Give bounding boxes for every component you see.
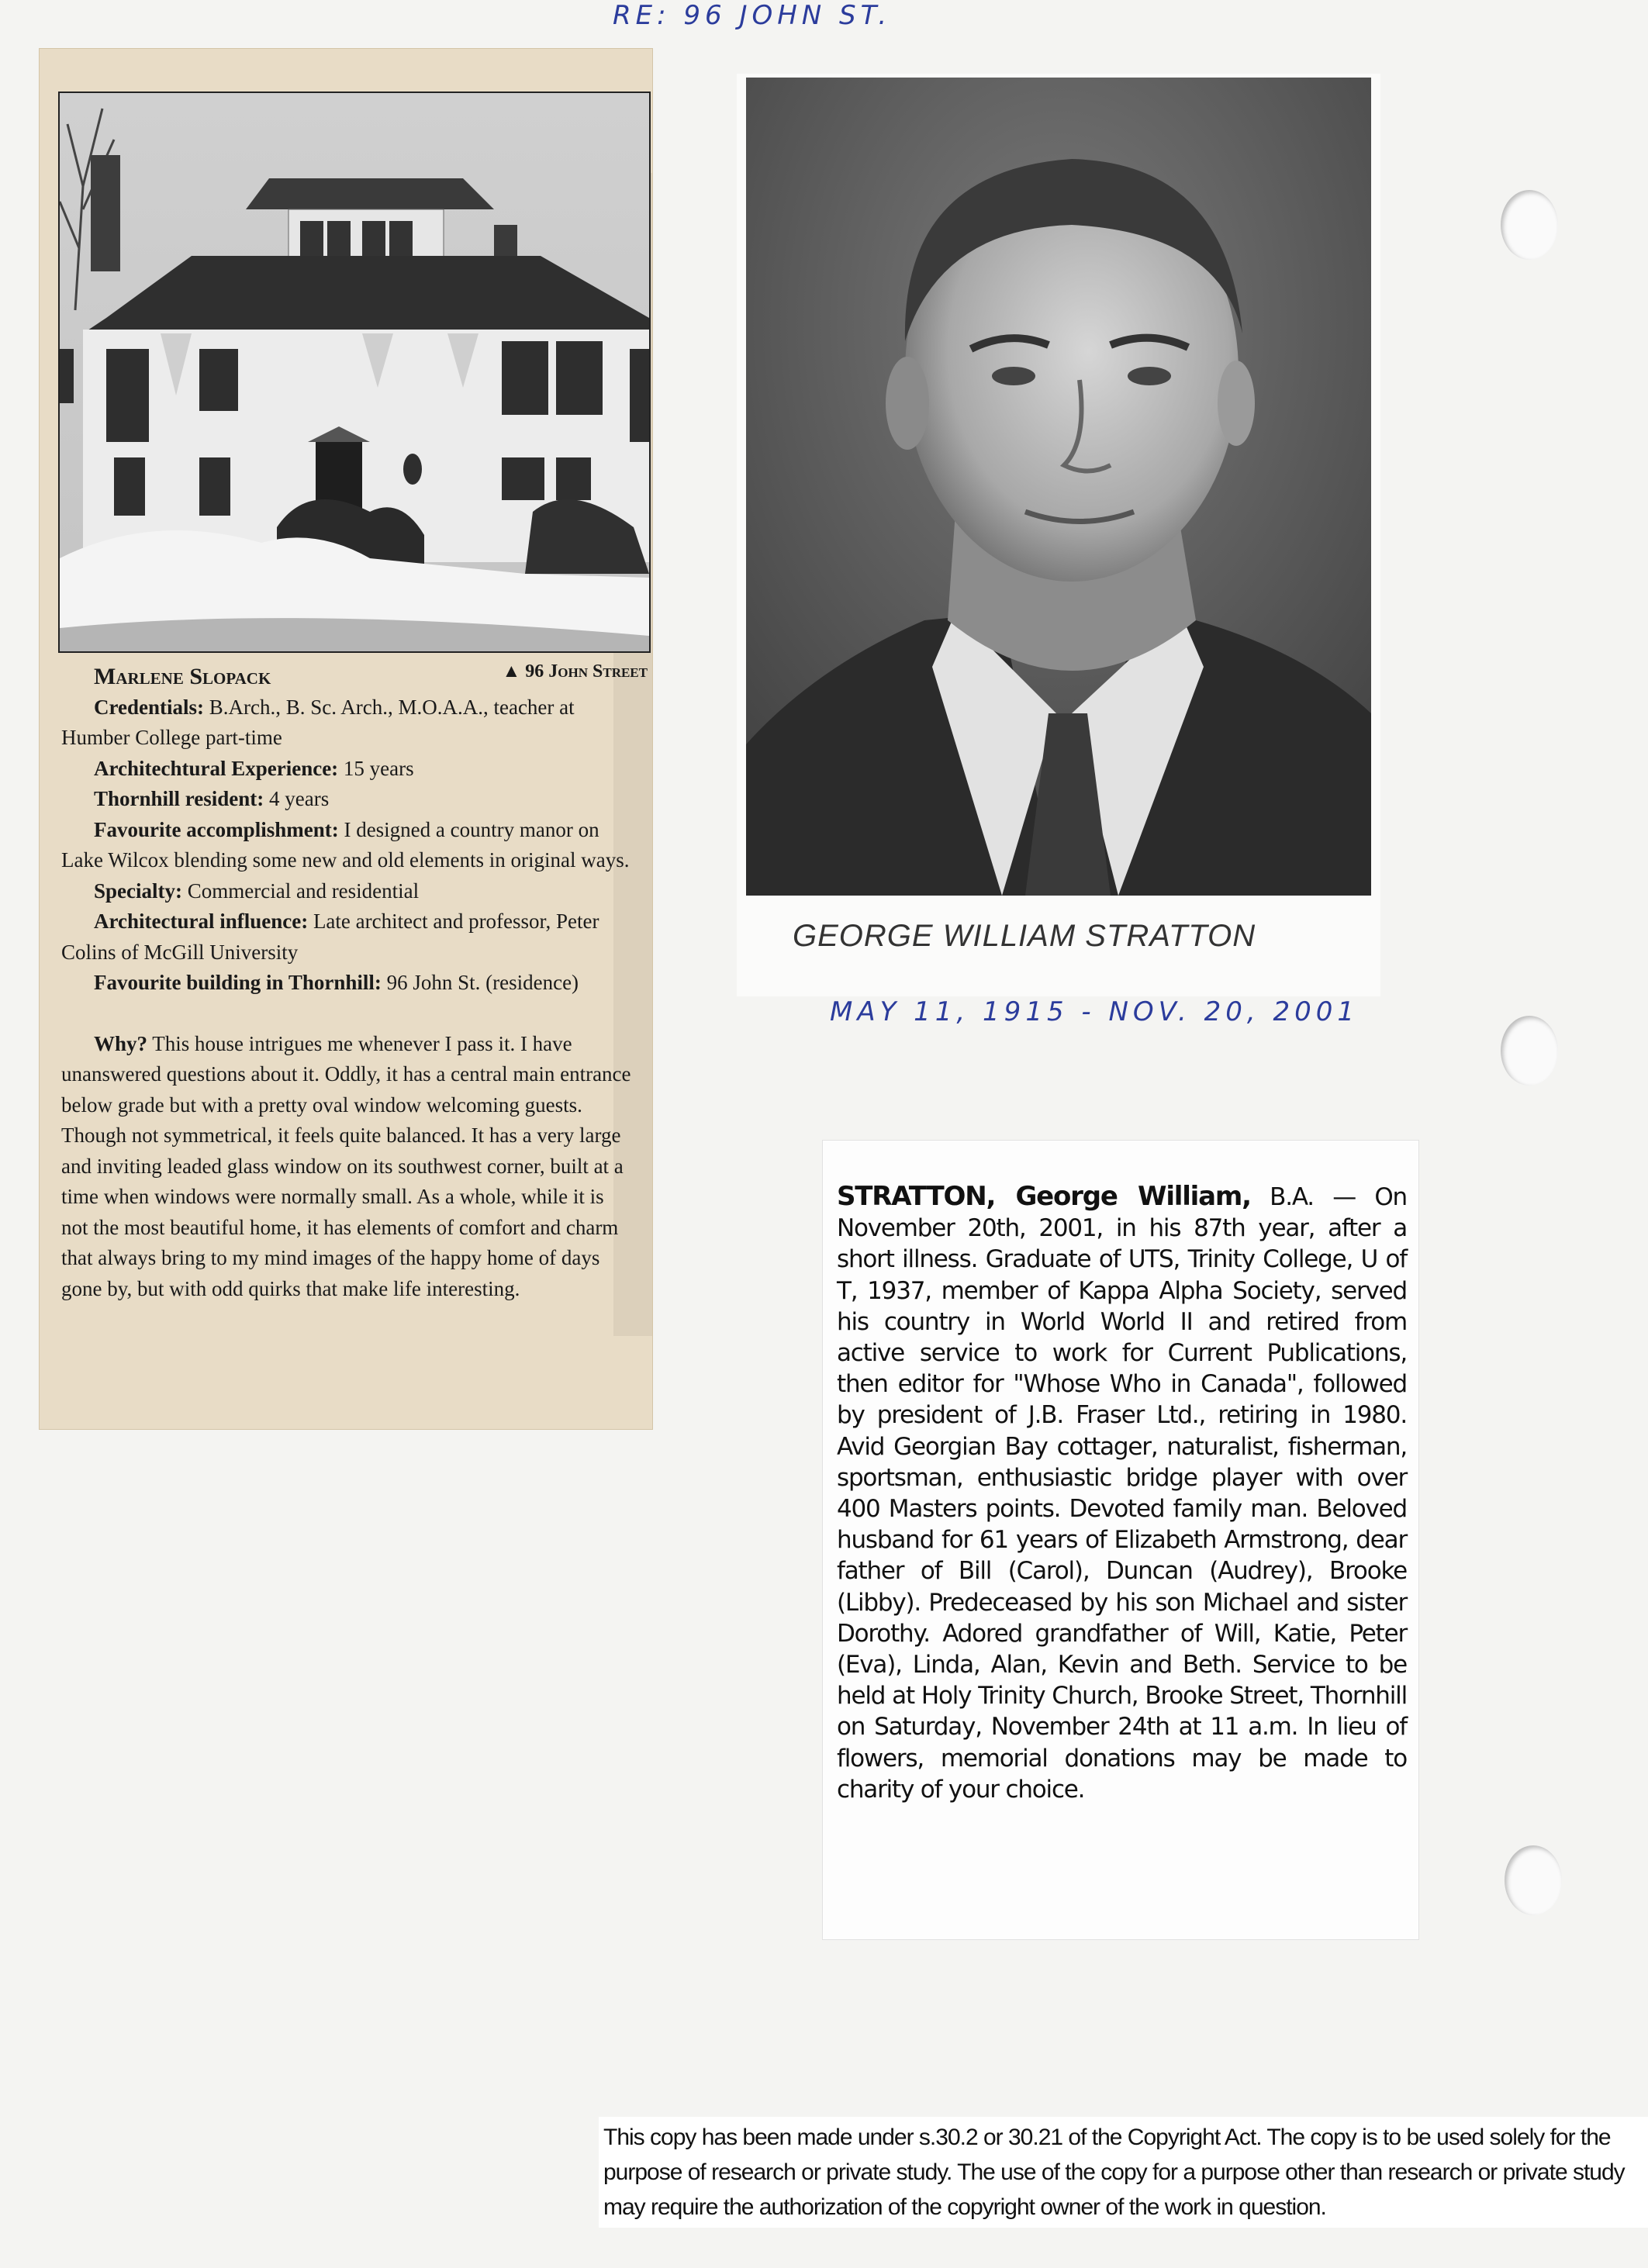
obituary-name: STRATTON, George William, — [837, 1181, 1251, 1212]
article-body — [61, 661, 631, 1304]
copyright-notice: This copy has been made under s.30.2 or 30.21 of the Copyright Act. The copy is to be used solely for the purpose of research or private study. The use of the copy for a purpose other than research or private study may require the authorization of the copyright owner of the work in question. — [599, 2117, 1648, 2228]
field-value: 15 years — [338, 756, 414, 780]
spacer — [61, 999, 631, 1029]
influence-field — [61, 906, 631, 968]
field-value: B.Arch., B. Sc. Arch., M.O.A.A., teacher at Humber College part-time — [61, 695, 575, 749]
punch-hole — [1505, 1845, 1562, 1915]
field-label: Credentials: — [94, 695, 204, 719]
field-value: 4 years — [264, 787, 330, 810]
obituary-text — [837, 1181, 1407, 1805]
field-value: Late architect and professor, Peter Colins of McGill University — [61, 910, 599, 964]
dates-annotation: MAY 11, 1915 - NOV. 20, 2001 — [830, 996, 1360, 1027]
obituary-body: B.A. — On November 20th, 2001, in his 87th year, after a short illness. Graduate of UTS, Trinity College, U of T, 1937, member of Kappa Alpha Society, served his country in World World II and retired from active service to work for Current Publications, then editor for "Whose Who in Canada", followed by president of J.B. Fraser Ltd., retiring in 1980. Avid Georgian Bay cottager, naturalist, fisherman, sportsman, enthusiastic bridge player with over 400 Masters points. Devoted family man. Beloved husband for 61 years of Elizabeth Armstrong, dear father of Bill (Carol), Duncan (Audrey), Brooke (Libby). Predeceased by his son Michael and sister Dorothy. Adored grandfather of Will, Katie, Peter (Eva), Linda, Alan, Kevin and Beth. Service to be held at Holy Trinity Church, Brooke Street, Thornhill on Saturday, November 24th at 11 a.m. In lieu of flowers, memorial donations may be made to charity of your choice. — [837, 1183, 1407, 1804]
portrait-photo — [746, 78, 1371, 896]
punch-hole — [1501, 1016, 1558, 1086]
field-label: Specialty: — [94, 879, 182, 903]
resident-field — [61, 784, 631, 815]
specialty-field — [61, 876, 631, 907]
why-paragraph — [61, 1029, 631, 1305]
portrait-card — [737, 74, 1380, 996]
re-annotation: RE: 96 JOHN ST. — [613, 0, 892, 31]
field-value: I designed a country manor on Lake Wilcox blending some new and old elements in original ways. — [61, 817, 630, 872]
field-label: Architectural influence: — [94, 910, 309, 933]
field-label: Favourite accomplishment: — [94, 817, 339, 841]
field-label: Favourite building in Thornhill: — [94, 971, 382, 994]
newspaper-clipping — [39, 48, 653, 1430]
accomplishment-field — [61, 815, 631, 876]
field-label: Thornhill resident: — [94, 787, 264, 810]
portrait-name: GEORGE WILLIAM STRATTON — [793, 919, 1256, 953]
field-label: Architechtural Experience: — [94, 756, 339, 780]
field-value: Commercial and residential — [182, 879, 420, 903]
why-text: This house intrigues me whenever I pass it. I have unanswered questions about it. Oddly, it has a central main entrance below grade but with a pretty oval window welcoming guests. Though not symmetrical, it feels quite balanced. It has a very large and inviting leaded glass window on its southwest corner, built at a time when windows were normally small. As a whole, while it is not the most beautiful home, it has elements of comfort and charm that always bring to my mind images of the happy home of days gone by, but with odd quirks that make life interesting. — [61, 1031, 631, 1300]
credentials-field — [61, 692, 631, 754]
obituary-clipping — [822, 1140, 1419, 1940]
house-photo — [58, 91, 651, 653]
experience-field — [61, 754, 631, 785]
author-name: Marlene Slopack — [94, 664, 271, 689]
favourite-building-field — [61, 968, 631, 999]
field-value: 96 John St. (residence) — [381, 971, 579, 994]
photo-caption: ▲ 96 John Street — [502, 661, 648, 682]
why-label: Why? — [94, 1031, 148, 1055]
punch-hole — [1501, 190, 1558, 260]
